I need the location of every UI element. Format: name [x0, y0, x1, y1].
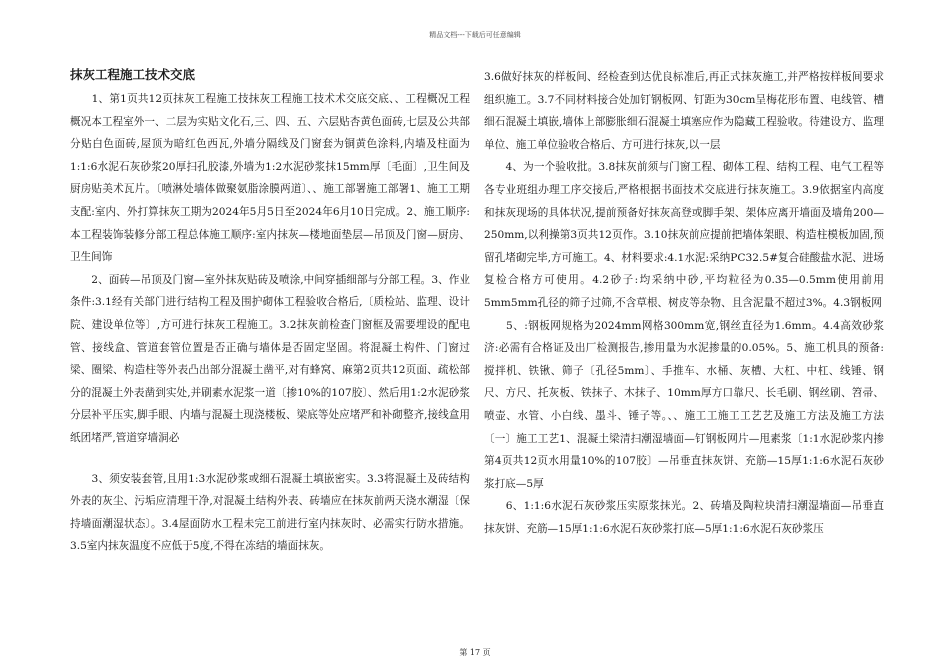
page-number: 第 17 页	[459, 648, 491, 657]
paragraph-1: 1、第1页共12页抹灰工程施工技抹灰工程施工技术术交底交底、、工程概况工程概况本工程室外一、二层为实贴文化石,三、四、五、六层贴杏黄色面砖,七层及公共部分贴白色面砖,屋顶为暗红色西瓦,外墙分隔线及门窗套为铜黄色涂料,内墙及柱面为1:1:6水泥石灰砂浆20厚扫孔胶漆,外墙为1:2水泥砂浆抹15mm厚〔毛面〕,卫生间及厨房贴美术瓦片。〔喷淋处墙体做聚氨脂涂膜两道〕、、施工部署施工部署1、施工工期支配:室内、外打算抹灰工期为2024年5月5日至2024年6月10日完成。2、施工顺序:本工程装饰装修分部工程总体施工顺序:室内抹灰—楼地面垫层—吊顶及门窗—厨房、卫生间饰	[70, 93, 470, 264]
right-column	[484, 66, 884, 540]
paragraph-4: 3.6做好抹灰的样板间、经检查到达优良标准后,再正式抹灰施工,并严格按样板间要求组织施工。3.7不同材料接合处加钉钢板网、钉距为30cm呈梅花形布置、电线管、槽细石混凝土填嵌,墙体上部膨胀细石混凝土填塞应作为隐藏工程验收。待建设方、监理单位、施工单位验收合格后、方可进行抹灰,以一层	[484, 71, 884, 151]
paragraph-gap	[70, 450, 470, 468]
document-title: 抹灰工程施工技术交底	[70, 67, 196, 82]
paragraph-5: 4、为一个验收批。3.8抹灰前须与门窗工程、砌体工程、结构工程、电气工程等各专业班组办理工序交接后,严格根据书面技术交底进行抹灰施工。3.9依据室内高度和抹灰现场的具体状况,提前预备好抹灰高登或脚手架、架体应离开墙面及墙角200—250mm,以利操第3页共12页作。3.10抹灰前应提前把墙体架眼、构造柱模板加固,预留孔堵砌完毕,方可施工。4、材料要求:4.1水泥:采纳PC32.5#复合硅酸盐水泥、进场复检合格方可使用。4.2砂子:均采纳中砂,平均粒径为0.35—0.5mm使用前用5mm5mm孔径的筛子过筛,不含草根、树皮等杂物、且含泥量不超过3%。4.3钢板网	[484, 161, 884, 309]
paragraph-7: 6、1:1:6水泥石灰砂浆压实原浆抹光。2、砖墙及陶粒块清扫潮湿墙面—吊垂直抹灰饼、充筋—15厚1:1:6水泥石灰砂浆打底—5厚1:1:6水泥石灰砂浆压	[484, 500, 884, 535]
paragraph-3: 3、须安装套管,且用1:3水泥砂浆或细石混凝土填嵌密实。3.3将混凝土及砖结构外表的灰尘、污垢应清理干净,对混凝土结构外表、砖墙应在抹灰前两天浇水潮湿〔保持墙面潮湿状态〕。3.4屋面防水工程未完工前进行室内抹灰时、必需实行防水措施。3.5室内抹灰温度不应低于5度,不得在冻结的墙面抹灰。	[70, 472, 470, 553]
page-header: 精品文档---下载后可任意编辑	[429, 31, 521, 39]
paragraph-2: 2、面砖—吊顶及门窗—室外抹灰贴砖及喷涂,中间穿插细部与分部工程。3、作业条件:3.1经有关部门进行结构工程及围护砌体工程验收合格后,〔质检站、监理、设计院、建设单位等〕,方可进行抹灰工程施工。3.2抹灰前检查门窗框及需要埋设的配电管、接线盒、管道套管位置是否正确与墙体是否固定坚固。将混凝土构件、门窗过梁、圈梁、构造柱等外表凸出部分混凝土凿平,对有蜂窝、麻第2页共12页面、疏松部分的混凝土外表凿到实处,并刷素水泥浆一道〔掺10%的107胶〕、然后用1:2水泥砂浆分层补平压实,脚手眼、内墙与混凝土现浇楼板、梁底等处应堵严和补砌整齐,接线盒用纸团堵严,管道穿墙洞必	[70, 273, 470, 444]
paragraph-6: 5、:钢板网规格为2024mm网格300mm宽,钢丝直径为1.6mm。4.4高效砂浆济:必需有合格证及出厂检测报告,掺用量为水泥掺量的0.05%。5、施工机具的预备:搅拌机、铁锹、筛子〔孔径5mm〕、手推车、水桶、灰槽、大杠、中杠、线锤、钢尺、方尺、托灰板、铁抹子、木抹子、10mm厚方口靠尺、长毛刷、钢丝刷、笤帚、喷壶、水管、小白线、墨斗、锤子等。、、施工工施工工艺艺及施工方法及施工方法〔一〕施工工艺1、混凝土梁清扫潮湿墙面—钉钢板网片—甩素浆〔1:1水泥砂浆内掺第4页共12页水用量10%的107胶〕—吊垂直抹灰饼、充筋—15厚1:1:6水泥石灰砂浆打底—5厚	[484, 319, 884, 490]
left-column	[70, 62, 470, 558]
